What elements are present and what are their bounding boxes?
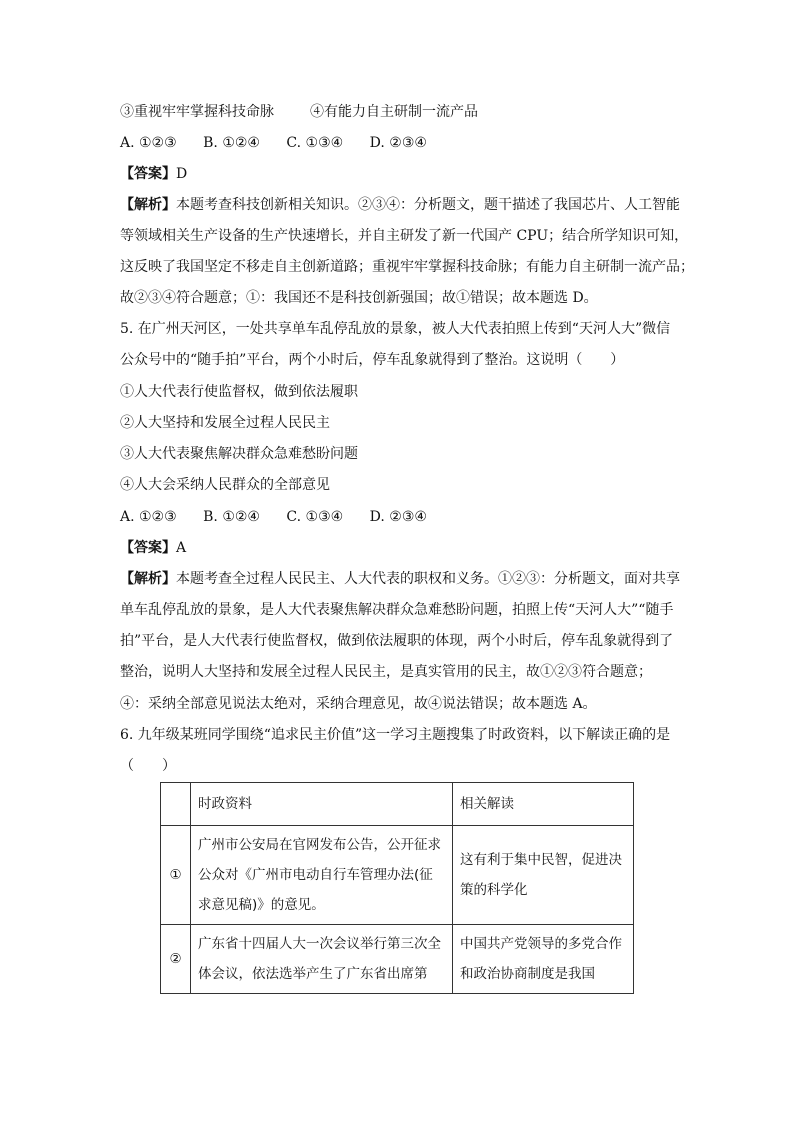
q4-analysis-line-4: 故②③④符合题意；①：我国还不是科技创新强国；故①错误；故本题选 D。 — [120, 290, 598, 306]
q5-analysis-line-2: 单车乱停乱放的景象，是人大代表聚焦解决群众急难愁盼问题，拍照上传“天河人大”“随手 — [120, 602, 674, 618]
q5-analysis-line-3: 拍”平台，是人大代表行使监督权，做到依法履职的体现，两个小时后，停车乱象就得到了 — [120, 633, 674, 649]
q5-analysis-line-1 — [120, 569, 680, 589]
q5-item-4: ④人大会采纳人民群众的全部意见 — [120, 477, 330, 493]
q4-answer-label: 【答案】 — [120, 166, 176, 182]
q4-answer-value: D — [176, 166, 188, 182]
table-header-reading: 相关解读 — [453, 783, 634, 826]
table-row-num: ① — [161, 826, 191, 925]
q5-answer — [120, 538, 186, 558]
q5-stem-line-2: 公众号中的“随手拍”平台，两个小时后，停车乱象就得到了整治。这说明（ ） — [120, 352, 625, 368]
q6-stem-line-2: （ ） — [120, 758, 176, 774]
table-row-num: ② — [161, 925, 191, 994]
q5-option-d: D. ②③④ — [369, 509, 427, 525]
table-header-row — [161, 783, 634, 826]
q5-analysis-line-4: 整治，说明人大坚持和发展全过程人民民主，是真实管用的民主，故①②③符合题意； — [120, 664, 652, 680]
q5-option-c: C. ①③④ — [286, 509, 344, 525]
q4-items-line — [120, 102, 478, 122]
table-row-material: 广州市公安局在官网发布公告，公开征求公众对《广州市电动自行车管理办法(征求意见稿)》的意见。 — [191, 826, 453, 925]
q4-option-a: A. ①②③ — [120, 135, 177, 151]
q4-analysis-text-1: 本题考查科技创新相关知识。②③④：分析题文，题干描述了我国芯片、人工智能 — [176, 197, 680, 213]
q5-analysis-line-5: ④：采纳全部意见说法太绝对，采纳合理意见，故④说法错误；故本题选 A。 — [120, 696, 597, 712]
q5-stem-line-1: 5. 在广州天河区，一处共享单车乱停乱放的景象，被人大代表拍照上传到“天河人大”微信 — [120, 321, 671, 337]
q4-option-b: B. ①②④ — [203, 135, 260, 151]
q5-option-a: A. ①②③ — [120, 509, 177, 525]
page-bottom-margin — [0, 1005, 794, 1123]
q4-analysis-line-3: 这反映了我国坚定不移走自主创新道路；重视牢牢掌握科技命脉；有能力自主研制一流产品； — [120, 259, 694, 275]
q5-option-b: B. ①②④ — [203, 509, 260, 525]
table-row — [161, 826, 634, 925]
q4-option-d: D. ②③④ — [369, 135, 427, 151]
table-row-material: 广东省十四届人大一次会议举行第三次全体会议，依法选举产生了广东省出席第 — [191, 925, 453, 994]
table-header-material: 时政资料 — [191, 783, 453, 826]
table-row — [161, 925, 634, 994]
q5-item-2: ②人大坚持和发展全过程人民民主 — [120, 415, 330, 431]
q5-analysis-label: 【解析】 — [120, 571, 176, 587]
q4-options — [120, 133, 449, 153]
q4-option-c: C. ①③④ — [286, 135, 344, 151]
q4-item-3: ③重视牢牢掌握科技命脉 — [120, 104, 274, 120]
q5-item-1: ①人大代表行使监督权，做到依法履职 — [120, 384, 358, 400]
table-row-reading: 中国共产党领导的多党合作和政治协商制度是我国 — [453, 925, 634, 994]
q4-answer — [120, 164, 187, 184]
q6-table — [160, 782, 634, 994]
q4-analysis-line-1 — [120, 195, 680, 215]
q5-options — [120, 507, 449, 527]
q6-stem-line-1: 6. 九年级某班同学围绕“追求民主价值”这一学习主题搜集了时政资料，以下解读正确的是 — [120, 727, 671, 743]
q5-item-3: ③人大代表聚焦解决群众急难愁盼问题 — [120, 446, 358, 462]
q4-analysis-label: 【解析】 — [120, 197, 176, 213]
table-header-num — [161, 783, 191, 826]
q4-analysis-line-2: 等领域相关生产设备的生产快速增长，并自主研发了新一代国产 CPU；结合所学知识可知， — [120, 228, 689, 244]
q5-answer-label: 【答案】 — [120, 540, 176, 556]
q5-answer-value: A — [176, 540, 187, 556]
q4-item-4: ④有能力自主研制一流产品 — [310, 104, 478, 120]
q5-analysis-text-1: 本题考查全过程人民民主、人大代表的职权和义务。①②③：分析题文，面对共享 — [176, 571, 680, 587]
table-row-reading: 这有利于集中民智，促进决策的科学化 — [453, 826, 634, 925]
